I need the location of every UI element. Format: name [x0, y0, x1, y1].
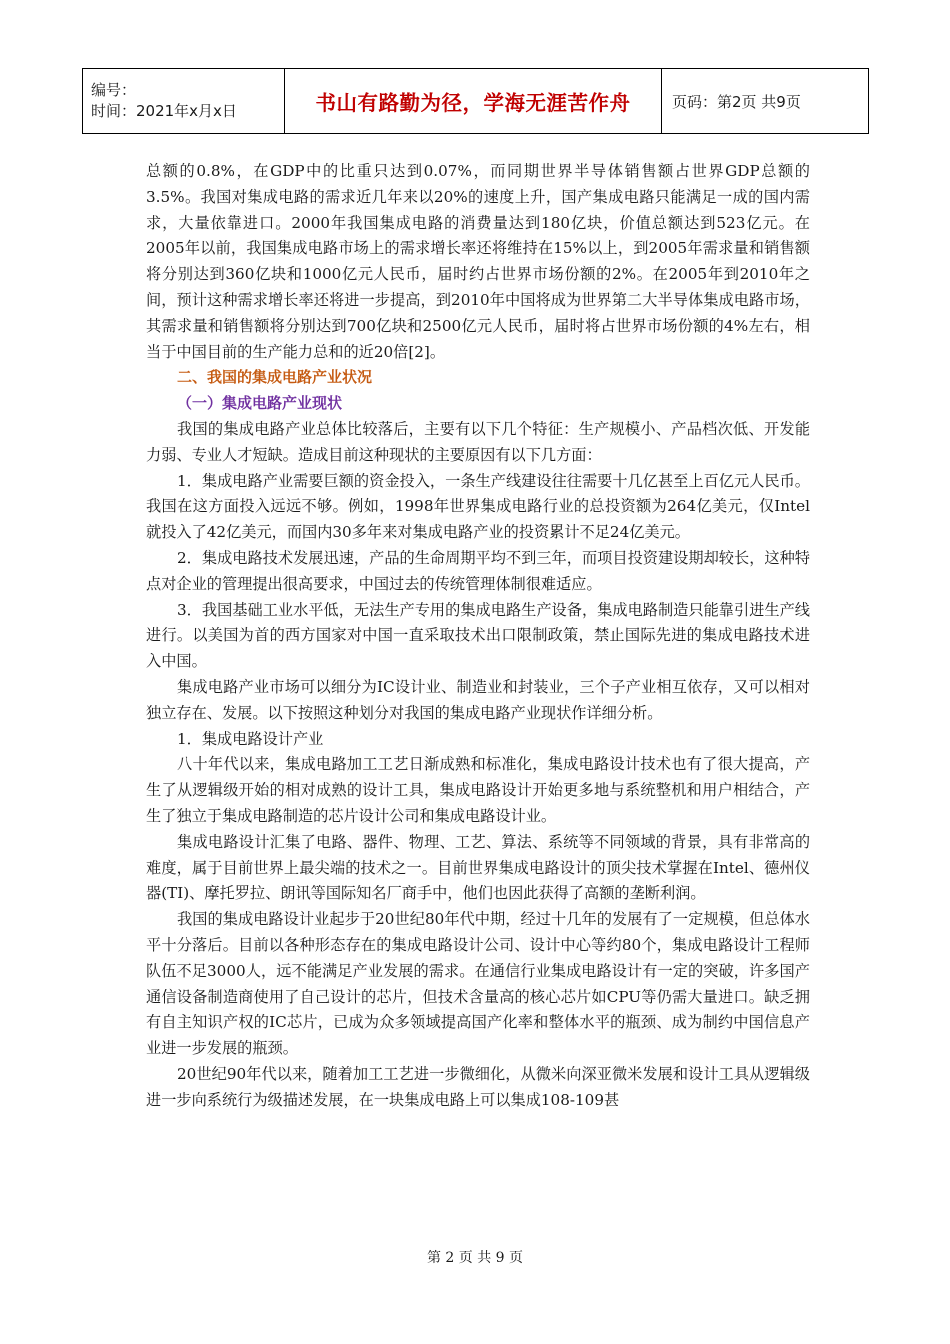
number-label: 编号：: [91, 81, 137, 99]
list-item: 1．集成电路产业需要巨额的资金投入，一条生产线建设往往需要十几亿甚至上百亿元人民币。我国在这方面投入远远不够。例如，1998年世界集成电路行业的总投资额为264亿美元，仅Intel就投入了42亿美元，而国内30多年来对集成电路产业的投资累计不足24亿美元。: [146, 471, 810, 542]
header-motto: 书山有路勤为径，学海无涯苦作舟: [315, 91, 631, 115]
section-heading: 二、我国的集成电路产业状况: [177, 368, 373, 387]
paragraph: 集成电路设计汇集了电路、器件、物理、工艺、算法、系统等不同领域的背景，具有非常高的难度，属于目前世界上最尖端的技术之一。目前世界集成电路设计的顶尖技术掌握在Intel、德州仪器(TI)、摩托罗拉、朗讯等国际知名厂商手中，他们也因此获得了高额的垄断利润。: [146, 832, 810, 903]
list-item: 2．集成电路技术发展迅速，产品的生命周期平均不到三年，而项目投资建设期却较长，这种特点对企业的管理提出很高要求，中国过去的传统管理体制很难适应。: [146, 548, 810, 593]
header-meta: [83, 69, 285, 134]
paragraph: 八十年代以来，集成电路加工工艺日渐成熟和标准化，集成电路设计技术也有了很大提高，产生了从逻辑级开始的相对成熟的设计工具，集成电路设计开始更多地与系统整机和用户相结合，产生了独立于集成电路制造的芯片设计公司和集成电路设计业。: [146, 755, 810, 825]
paragraph: 总额的0.8%，在GDP中的比重只达到0.07%，而同期世界半导体销售额占世界GDP总额的3.5%。我国对集成电路的需求近几年来以20%的速度上升，国产集成电路只能满足一成的国内需求，大量依靠进口。2000年我国集成电路的消费量达到180亿块，价值总额达到523亿元。在2005年以前，我国集成电路市场上的需求增长率还将维持在15%以上，到2005年需求量和销售额将分别达到360亿块和1000亿元人民币，届时约占世界市场份额的2%。在2005年到2010年之间，预计这种需求增长率还将进一步提高，到2010年中国将成为世界第二大半导体集成电路市场，其需求量和销售额将分别达到700亿块和2500亿元人民币，届时将占世界市场份额的4%左右，相当于中国目前的生产能力总和的近20倍[2]。: [146, 162, 810, 361]
page-footer: 第 2 页 共 9 页: [426, 1250, 524, 1266]
paragraph: 我国的集成电路产业总体比较落后，主要有以下几个特征：生产规模小、产品档次低、开发能力弱、专业人才短缺。造成目前这种现状的主要原因有以下几方面：: [146, 419, 810, 464]
document-body: [146, 159, 810, 1113]
paragraph: 我国的集成电路设计业起步于20世纪80年代中期，经过十几年的发展有了一定规模，但总体水平十分落后。目前以各种形态存在的集成电路设计公司、设计中心等约80个，集成电路设计工程师队伍不足3000人，远不能满足产业发展的需求。在通信行业集成电路设计有一定的突破，许多国产通信设备制造商使用了自己设计的芯片，但技术含量高的核心芯片如CPU等仍需大量进口。缺乏拥有自主知识产权的IC芯片，已成为众多领域提高国产化率和整体水平的瓶颈、成为制约中国信息产业进一步发展的瓶颈。: [146, 910, 810, 1058]
paragraph: 集成电路产业市场可以细分为IC设计业、制造业和封装业，三个子产业相互依存，又可以相对独立存在、发展。以下按照这种划分对我国的集成电路产业现状作详细分析。: [146, 677, 810, 722]
time-label: 时间：2021年x月x日: [91, 102, 237, 120]
header-page-info: 页码：第2页 共9页: [662, 69, 869, 134]
subsection-title: 1．集成电路设计产业: [177, 729, 324, 748]
list-item: 3．我国基础工业水平低，无法生产专用的集成电路生产设备，集成电路制造只能靠引进生产线进行。以美国为首的西方国家对中国一直采取技术出口限制政策，禁止国际先进的集成电路技术进入中国。: [146, 600, 810, 671]
header-motto-cell: [285, 69, 662, 134]
paragraph: 20世纪90年代以来，随着加工工艺进一步微细化，从微米向深亚微米发展和设计工具从逻辑级进一步向系统行为级描述发展，在一块集成电路上可以集成108-109甚: [146, 1064, 810, 1109]
subsection-heading: （一）集成电路产业现状: [177, 394, 343, 413]
header-table: [82, 68, 869, 134]
